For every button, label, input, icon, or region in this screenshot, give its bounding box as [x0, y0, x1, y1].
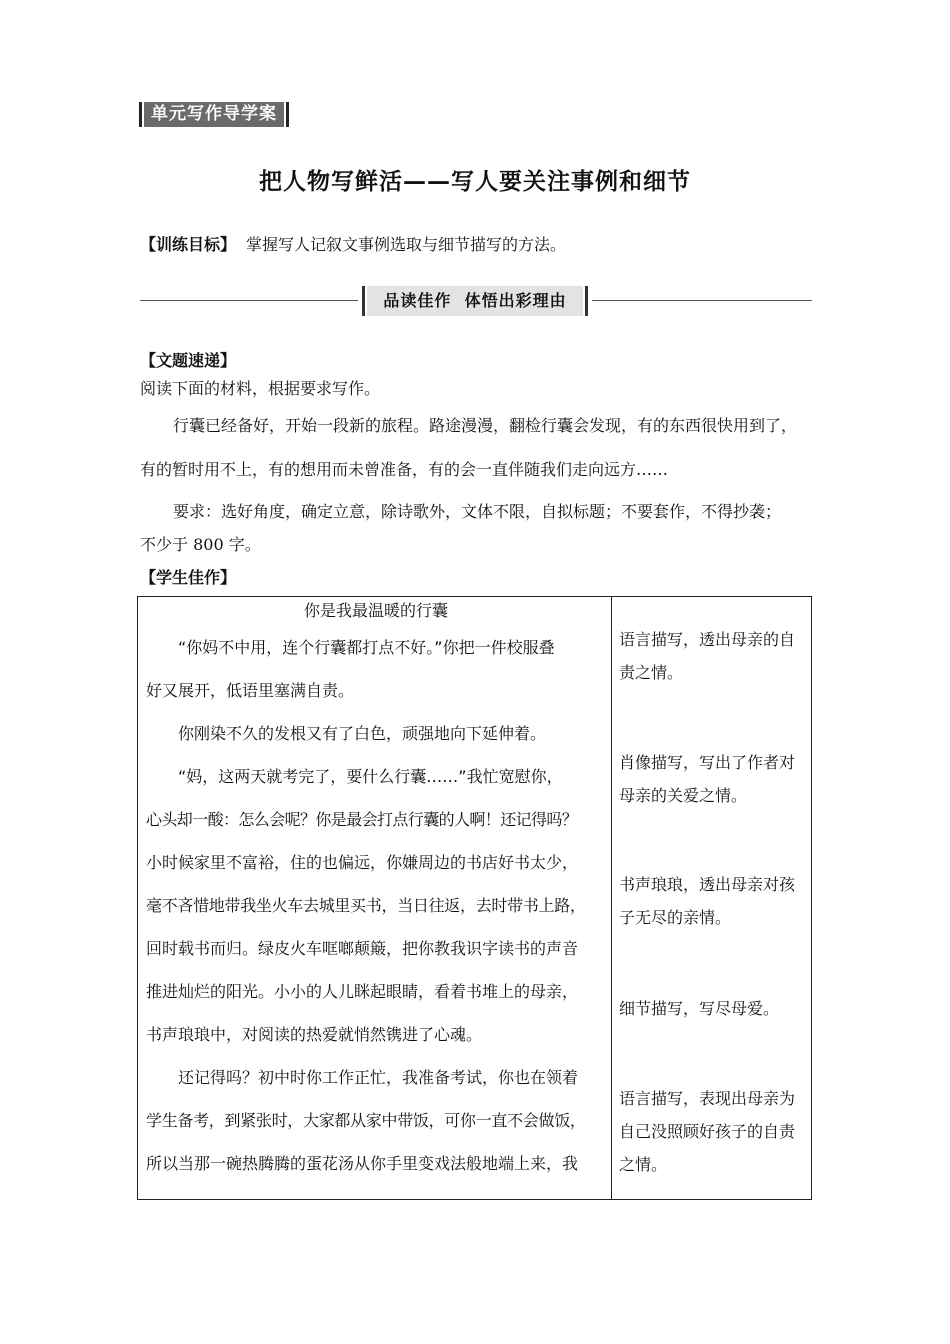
unit-tag-label: 单元写作导学案 [144, 102, 284, 127]
banner-label: 品读佳作 体悟出彩理由 [367, 286, 583, 316]
annotation-4 [619, 992, 809, 1025]
student-work-header: 【学生佳作】 [140, 568, 237, 587]
requirement-line-2: 不少于 800 字。 [140, 535, 261, 554]
tag-bar-right [286, 102, 289, 127]
essay-title: 你是我最温暖的行囊 [303, 601, 448, 620]
goal-text: 掌握写人记叙文事例选取与细节描写的方法。 [246, 235, 567, 254]
topic-instruction: 阅读下面的材料，根据要求写作。 [140, 379, 381, 398]
essay-line: 还记得吗？初中时你工作正忙，我准备考试，你也在领着 [178, 1068, 579, 1087]
annotation-5 [619, 1082, 809, 1181]
annotation-line: 之情。 [619, 1155, 668, 1174]
essay-line: 毫不吝惜地带我坐火车去城里买书，当日往返，去时带书上路， [146, 896, 586, 915]
material-line-1 [140, 408, 820, 444]
essay-line: 书声琅琅中，对阅读的热爱就悄然镌进了心魂。 [146, 1025, 483, 1044]
essay-line: 回时载书而归。绿皮火车哐啷颠簸，把你教我识字读书的声音 [146, 939, 579, 958]
tag-bar-left [139, 102, 142, 127]
essay-line: 小时候家里不富裕，住的也偏远，你嫌周边的书店好书太少， [146, 853, 579, 872]
topic-header: 【文题速递】 [140, 351, 237, 370]
essay-column [146, 597, 606, 1185]
essay-line: 你刚染不久的发根又有了白色，顽强地向下延伸着。 [178, 724, 547, 743]
essay-line: 推进灿烂的阳光。小小的人儿眯起眼睛，看着书堆上的母亲， [146, 982, 579, 1001]
essay-line: “妈，这两天就考完了，要什么行囊……”我忙宽慰你， [178, 767, 563, 786]
annotation-line: 母亲的关爱之情。 [619, 786, 748, 805]
banner-line-left [140, 300, 358, 301]
annotation-1 [619, 623, 809, 689]
annotation-2 [619, 746, 809, 812]
essay-line: 所以当那一碗热腾腾的蛋花汤从你手里变戏法般地端上来，我 [146, 1154, 579, 1173]
section-banner [140, 286, 812, 316]
annotation-line: 责之情。 [619, 663, 684, 682]
unit-tag [139, 102, 289, 127]
material-text-1: 行囊已经备好，开始一段新的旅程。路途漫漫，翻检行囊会发现，有的东西很快用到了， [173, 416, 798, 435]
essay-line: “你妈不中用，连个行囊都打点不好。”你把一件校服叠 [178, 638, 555, 657]
annotation-line: 书声琅琅，透出母亲对孩 [619, 875, 796, 894]
banner-line-right [592, 300, 812, 301]
annotation-line: 肖像描写，写出了作者对 [619, 753, 796, 772]
goal-tag: 【训练目标】 [140, 235, 237, 254]
annotation-line: 细节描写，写尽母爱。 [619, 999, 780, 1018]
essay-table [137, 596, 812, 1200]
banner-bar-right [585, 286, 588, 316]
essay-line: 学生备考，到紧张时，大家都从家中带饭，可你一直不会做饭， [146, 1111, 586, 1130]
essay-line: 好又展开，低语里塞满自责。 [146, 681, 355, 700]
annotation-3 [619, 868, 809, 934]
page-title: 把人物写鲜活——写人要关注事例和细节 [259, 169, 691, 195]
requirement-line-1 [140, 494, 781, 530]
training-goal [140, 232, 566, 255]
table-divider [611, 597, 612, 1199]
annotation-line: 语言描写，表现出母亲为 [619, 1089, 796, 1108]
banner-bar-left [362, 286, 365, 316]
material-line-2: 有的暂时用不上，有的想用而未曾准备，有的会一直伴随我们走向远方…… [140, 460, 669, 479]
banner-box [362, 286, 588, 316]
annotation-line: 语言描写，透出母亲的自 [619, 630, 796, 649]
essay-line: 心头却一酸：怎么会呢？你是最会打点行囊的人啊！还记得吗？ [146, 810, 578, 829]
annotation-line: 子无尽的亲情。 [619, 908, 732, 927]
annotation-line: 自己没照顾好孩子的自责 [619, 1122, 796, 1141]
requirement-text-1: 要求：选好角度，确定立意，除诗歌外，文体不限，自拟标题；不要套作，不得抄袭； [173, 502, 782, 521]
